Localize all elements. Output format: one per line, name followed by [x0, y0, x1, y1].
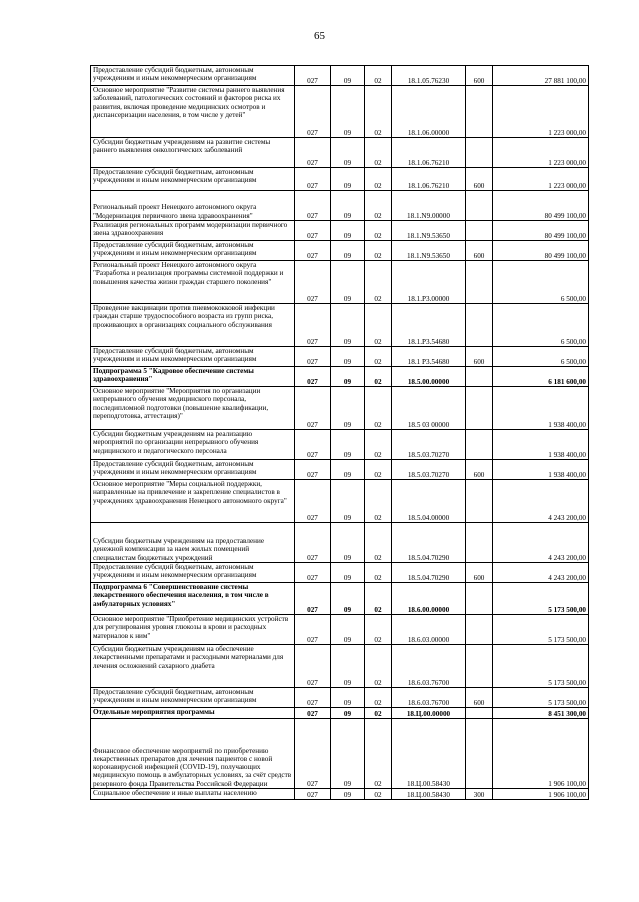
row-subsection-code: 02 — [365, 261, 392, 304]
table-row — [91, 138, 589, 168]
table-row — [91, 168, 589, 191]
row-grbs-code: 027 — [295, 367, 331, 387]
table-row — [91, 191, 589, 221]
row-name: Основное мероприятие "Меры социальной поддержки, направленные на привлечение и закрепление специалистов в учреждениях здравоохранения Ненецкого автономного округа" — [91, 480, 295, 523]
table-row — [91, 241, 589, 261]
row-grbs-code: 027 — [295, 719, 331, 789]
row-amount: 1 906 100,00 — [493, 719, 589, 789]
row-subsection-code: 02 — [365, 789, 392, 800]
table-row — [91, 304, 589, 347]
row-grbs-code: 027 — [295, 347, 331, 367]
row-expense-type: 600 — [466, 347, 493, 367]
row-grbs-code: 027 — [295, 168, 331, 191]
row-subsection-code: 02 — [365, 460, 392, 480]
row-target-article: 18.6.03.76700 — [392, 645, 466, 688]
table-row — [91, 615, 589, 645]
row-section-code: 09 — [331, 66, 365, 86]
table-row — [91, 460, 589, 480]
row-target-article: 18.6.00.00000 — [392, 583, 466, 615]
row-target-article: 18.1.P3.00000 — [392, 261, 466, 304]
row-expense-type: 600 — [466, 241, 493, 261]
row-expense-type: 600 — [466, 460, 493, 480]
row-amount: 1 938 400,00 — [493, 460, 589, 480]
row-grbs-code: 027 — [295, 138, 331, 168]
row-expense-type — [466, 191, 493, 221]
row-amount: 27 881 100,00 — [493, 66, 589, 86]
row-subsection-code: 02 — [365, 191, 392, 221]
row-target-article: 18.Ц.00.58430 — [392, 789, 466, 800]
row-name: Субсидии бюджетным учреждениям на развитие системы раннего выявления онкологических заболеваний — [91, 138, 295, 168]
row-amount: 4 243 200,00 — [493, 480, 589, 523]
row-name: Реализация региональных программ модернизации первичного звена здравоохранения — [91, 221, 295, 241]
row-name: Предоставление субсидий бюджетным, автономным учреждениям и иным некоммерческим организациям — [91, 563, 295, 583]
row-expense-type — [466, 304, 493, 347]
table-row — [91, 645, 589, 688]
row-name: Региональный проект Ненецкого автономного округа "Разработка и реализация программы системной поддержки и повышения качества жизни граждан старшего поколения" — [91, 261, 295, 304]
row-section-code: 09 — [331, 261, 365, 304]
row-grbs-code: 027 — [295, 86, 331, 138]
row-expense-type — [466, 523, 493, 563]
page-number: 65 — [314, 30, 325, 42]
table-row — [91, 367, 589, 387]
row-target-article: 18.1.06.00000 — [392, 86, 466, 138]
table-row — [91, 347, 589, 367]
row-expense-type: 300 — [466, 789, 493, 800]
row-name: Субсидии бюджетным учреждениям на обеспечение лекарственными препаратами и расходными материалами для лечения осложнений сахарного диабета — [91, 645, 295, 688]
row-section-code: 09 — [331, 86, 365, 138]
table-row — [91, 563, 589, 583]
row-section-code: 09 — [331, 138, 365, 168]
row-section-code: 09 — [331, 615, 365, 645]
row-expense-type — [466, 387, 493, 430]
row-target-article: 18.1.N9.53650 — [392, 241, 466, 261]
row-section-code: 09 — [331, 430, 365, 460]
row-amount: 8 451 300,00 — [493, 708, 589, 719]
row-subsection-code: 02 — [365, 583, 392, 615]
row-amount: 80 499 100,00 — [493, 191, 589, 221]
row-subsection-code: 02 — [365, 615, 392, 645]
row-target-article: 18.5.04.70290 — [392, 563, 466, 583]
row-target-article: 18.5.03.70270 — [392, 460, 466, 480]
row-section-code: 09 — [331, 523, 365, 563]
row-name: Проведение вакцинации против пневмококковой инфекции граждан старше трудоспособного возраста из групп риска, проживающих в организациях социального обслуживания — [91, 304, 295, 347]
row-target-article: 18.5.04.70290 — [392, 523, 466, 563]
row-grbs-code: 027 — [295, 261, 331, 304]
row-target-article: 18.1.N9.00000 — [392, 191, 466, 221]
row-name: Основное мероприятие "Мероприятия по организации непрерывного обучения медицинского персонала, последипломной подготовки (повышение квалификации, переподготовка, аттестация)" — [91, 387, 295, 430]
row-expense-type — [466, 86, 493, 138]
row-subsection-code: 02 — [365, 347, 392, 367]
row-subsection-code: 02 — [365, 241, 392, 261]
row-target-article: 18.1 P3.54680 — [392, 347, 466, 367]
row-grbs-code: 027 — [295, 66, 331, 86]
table-row — [91, 387, 589, 430]
row-target-article: 18.5 03 00000 — [392, 387, 466, 430]
row-target-article: 18.Ц.00.58430 — [392, 719, 466, 789]
row-grbs-code: 027 — [295, 241, 331, 261]
row-name: Основное мероприятие "Приобретение медицинских устройств для регулирования уровня глюкозы в крови и расходных материалов к ним" — [91, 615, 295, 645]
row-expense-type — [466, 719, 493, 789]
row-name: Предоставление субсидий бюджетным, автономным учреждениям и иным некоммерческим организациям — [91, 347, 295, 367]
row-grbs-code: 027 — [295, 615, 331, 645]
row-section-code: 09 — [331, 221, 365, 241]
row-amount: 1 906 100,00 — [493, 789, 589, 800]
row-section-code: 09 — [331, 645, 365, 688]
row-amount: 4 243 200,00 — [493, 563, 589, 583]
row-expense-type — [466, 367, 493, 387]
row-section-code: 09 — [331, 460, 365, 480]
table-row — [91, 708, 589, 719]
row-section-code: 09 — [331, 583, 365, 615]
row-amount: 80 499 100,00 — [493, 241, 589, 261]
row-grbs-code: 027 — [295, 430, 331, 460]
table-row — [91, 221, 589, 241]
table-row — [91, 523, 589, 563]
row-section-code: 09 — [331, 789, 365, 800]
row-section-code: 09 — [331, 347, 365, 367]
row-name: Субсидии бюджетным учреждениям на реализацию мероприятий по организации непрерывного обучения медицинского и педагогического персонала — [91, 430, 295, 460]
row-grbs-code: 027 — [295, 645, 331, 688]
row-amount: 5 173 500,00 — [493, 688, 589, 708]
row-name: Подпрограмма 6 "Совершенствование системы лекарственного обеспечения населения, в том числе в амбулаторных условиях" — [91, 583, 295, 615]
row-subsection-code: 02 — [365, 688, 392, 708]
row-section-code: 09 — [331, 708, 365, 719]
row-amount: 1 938 400,00 — [493, 387, 589, 430]
row-grbs-code: 027 — [295, 387, 331, 430]
row-section-code: 09 — [331, 168, 365, 191]
row-amount: 5 173 500,00 — [493, 645, 589, 688]
table-row — [91, 66, 589, 86]
row-subsection-code: 02 — [365, 367, 392, 387]
row-amount: 6 181 600,00 — [493, 367, 589, 387]
row-grbs-code: 027 — [295, 583, 331, 615]
row-target-article: 18.6.03.76700 — [392, 688, 466, 708]
row-grbs-code: 027 — [295, 563, 331, 583]
row-name: Региональный проект Ненецкого автономного округа "Модернизация первичного звена здравоохранения" — [91, 191, 295, 221]
row-subsection-code: 02 — [365, 645, 392, 688]
row-section-code: 09 — [331, 480, 365, 523]
row-amount: 1 223 000,00 — [493, 86, 589, 138]
row-name: Подпрограмма 5 "Кадровое обеспечение системы здравоохранения" — [91, 367, 295, 387]
row-grbs-code: 027 — [295, 789, 331, 800]
row-name: Предоставление субсидий бюджетным, автономным учреждениям и иным некоммерческим организациям — [91, 688, 295, 708]
row-amount: 1 223 000,00 — [493, 138, 589, 168]
row-grbs-code: 027 — [295, 480, 331, 523]
row-expense-type — [466, 430, 493, 460]
row-target-article: 18.5.00.00000 — [392, 367, 466, 387]
row-subsection-code: 02 — [365, 221, 392, 241]
row-name: Основное мероприятие "Развитие системы раннего выявления заболеваний, патологических состояний и факторов риска их развития, включая проведение медицинских осмотров и диспансеризации населения, в том числе у детей" — [91, 86, 295, 138]
row-amount: 6 500,00 — [493, 261, 589, 304]
budget-table — [90, 65, 589, 800]
table-row — [91, 261, 589, 304]
table-row — [91, 430, 589, 460]
row-subsection-code: 02 — [365, 168, 392, 191]
row-subsection-code: 02 — [365, 523, 392, 563]
row-section-code: 09 — [331, 241, 365, 261]
row-amount: 6 500,00 — [493, 347, 589, 367]
row-amount: 5 173 500,00 — [493, 615, 589, 645]
row-name: Субсидии бюджетным учреждениям на предоставление денежной компенсации за наем жилых помещений специалистам бюджетных учреждений — [91, 523, 295, 563]
row-subsection-code: 02 — [365, 719, 392, 789]
row-target-article: 18.1.06.76210 — [392, 168, 466, 191]
row-target-article: 18.5.03.70270 — [392, 430, 466, 460]
row-target-article: 18.1.06.76210 — [392, 138, 466, 168]
row-expense-type: 600 — [466, 563, 493, 583]
row-expense-type: 600 — [466, 168, 493, 191]
row-subsection-code: 02 — [365, 66, 392, 86]
row-section-code: 09 — [331, 688, 365, 708]
row-name: Предоставление субсидий бюджетным, автономным учреждениям и иным некоммерческим организациям — [91, 460, 295, 480]
table-body — [91, 66, 589, 800]
row-section-code: 09 — [331, 387, 365, 430]
row-subsection-code: 02 — [365, 304, 392, 347]
row-target-article: 18.6.03.00000 — [392, 615, 466, 645]
row-expense-type — [466, 708, 493, 719]
row-target-article: 18.1.05.76230 — [392, 66, 466, 86]
row-subsection-code: 02 — [365, 387, 392, 430]
table-row — [91, 583, 589, 615]
row-expense-type — [466, 261, 493, 304]
row-amount: 1 223 000,00 — [493, 168, 589, 191]
row-grbs-code: 027 — [295, 304, 331, 347]
row-name: Отдельные мероприятия программы — [91, 708, 295, 719]
table-row — [91, 789, 589, 800]
row-expense-type — [466, 615, 493, 645]
row-section-code: 09 — [331, 191, 365, 221]
row-subsection-code: 02 — [365, 138, 392, 168]
row-amount: 5 173 500,00 — [493, 583, 589, 615]
row-grbs-code: 027 — [295, 523, 331, 563]
row-expense-type — [466, 138, 493, 168]
row-expense-type: 600 — [466, 66, 493, 86]
row-subsection-code: 02 — [365, 563, 392, 583]
row-amount: 4 243 200,00 — [493, 523, 589, 563]
table-row — [91, 719, 589, 789]
row-target-article: 18.5.04.00000 — [392, 480, 466, 523]
row-expense-type — [466, 221, 493, 241]
row-amount: 6 500,00 — [493, 304, 589, 347]
row-expense-type — [466, 645, 493, 688]
row-name: Предоставление субсидий бюджетным, автономным учреждениям и иным некоммерческим организациям — [91, 168, 295, 191]
row-section-code: 09 — [331, 563, 365, 583]
row-grbs-code: 027 — [295, 191, 331, 221]
row-name: Социальное обеспечение и иные выплаты населению — [91, 789, 295, 800]
row-target-article: 18.1.P3.54680 — [392, 304, 466, 347]
row-subsection-code: 02 — [365, 480, 392, 523]
row-expense-type: 600 — [466, 688, 493, 708]
row-amount: 1 938 400,00 — [493, 430, 589, 460]
row-grbs-code: 027 — [295, 460, 331, 480]
row-section-code: 09 — [331, 304, 365, 347]
table-row — [91, 86, 589, 138]
row-grbs-code: 027 — [295, 221, 331, 241]
row-name: Предоставление субсидий бюджетным, автономным учреждениям и иным некоммерческим организациям — [91, 241, 295, 261]
row-grbs-code: 027 — [295, 708, 331, 719]
row-subsection-code: 02 — [365, 86, 392, 138]
table-row — [91, 688, 589, 708]
row-section-code: 09 — [331, 719, 365, 789]
row-amount: 80 499 100,00 — [493, 221, 589, 241]
row-subsection-code: 02 — [365, 708, 392, 719]
row-expense-type — [466, 583, 493, 615]
row-subsection-code: 02 — [365, 430, 392, 460]
row-grbs-code: 027 — [295, 688, 331, 708]
row-expense-type — [466, 480, 493, 523]
row-name: Финансовое обеспечение мероприятий по приобретению лекарственных препаратов для лечения пациентов с новой коронавирусной инфекцией (COVID-19), получающих медицинскую помощь в амбулаторных условиях, за счёт средств резервного фонда Правительства Российской Федерации — [91, 719, 295, 789]
row-target-article: 18.1.N9.53650 — [392, 221, 466, 241]
table-row — [91, 480, 589, 523]
row-target-article: 18.Ц.00.00000 — [392, 708, 466, 719]
row-name: Предоставление субсидий бюджетным, автономным учреждениям и иным некоммерческим организациям — [91, 66, 295, 86]
row-section-code: 09 — [331, 367, 365, 387]
